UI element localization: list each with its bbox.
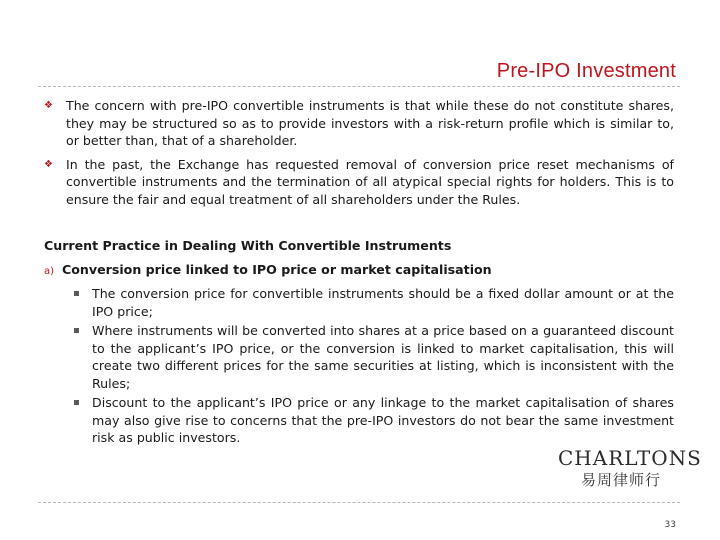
subsection-heading-row bbox=[44, 261, 492, 281]
section-heading: Current Practice in Dealing With Convertible Instruments bbox=[44, 238, 452, 253]
logo-name-zh: 易周律师行 bbox=[580, 471, 661, 489]
arrow-bullet-icon: ❖ bbox=[44, 100, 53, 111]
square-bullet-icon bbox=[74, 328, 79, 333]
bottom-divider bbox=[38, 502, 680, 503]
top-bullet-text: In the past, the Exchange has requested removal of conversion price reset mechanisms of convertible instruments and the termination of all atypical special rights for holders. This is to ensure the fair and equal treatment of all shareholders under the Rules. bbox=[66, 156, 674, 207]
sub-bullet-text: Where instruments will be converted into shares at a price based on a guaranteed discount to the applicant’s IPO price, or the conversion is linked to market capitalisation, this will create two different prices for the same securities at listing, which is inconsistent with the Rules; bbox=[92, 323, 674, 391]
sub-bullet-item bbox=[74, 394, 674, 447]
sub-bullet-text: Discount to the applicant’s IPO price or any linkage to the market capitalisation of shares may also give rise to concerns that the pre-IPO investors do not bear the same investment risk as public investors. bbox=[92, 395, 674, 445]
subsection-heading: Conversion price linked to IPO price or market capitalisation bbox=[62, 262, 492, 277]
sub-bullet-item bbox=[74, 322, 674, 392]
arrow-bullet-icon: ❖ bbox=[44, 158, 53, 170]
square-bullet-icon bbox=[74, 291, 79, 296]
slide-title: Pre-IPO Investment bbox=[496, 60, 676, 82]
charltons-logo bbox=[558, 446, 702, 496]
page-number: 33 bbox=[664, 520, 676, 530]
sub-bullet-text: The conversion price for convertible instruments should be a fixed dollar amount or at the IPO price; bbox=[92, 286, 674, 319]
top-bullet-item bbox=[44, 97, 674, 150]
sub-bullet-list bbox=[74, 285, 674, 449]
top-bullet-list bbox=[44, 97, 674, 214]
subsection-marker: a) bbox=[44, 266, 55, 277]
top-divider bbox=[38, 86, 680, 87]
top-bullet-text: The concern with pre-IPO convertible instruments is that while these do not constitute shares, they may be structured so as to provide investors with a risk-return profile which is similar to, or better than, that of a shareholder. bbox=[66, 98, 674, 148]
top-bullet-item bbox=[44, 156, 674, 209]
sub-bullet-item bbox=[74, 285, 674, 320]
logo-name-en: CHARLTONS bbox=[558, 446, 702, 470]
square-bullet-icon bbox=[74, 400, 79, 405]
